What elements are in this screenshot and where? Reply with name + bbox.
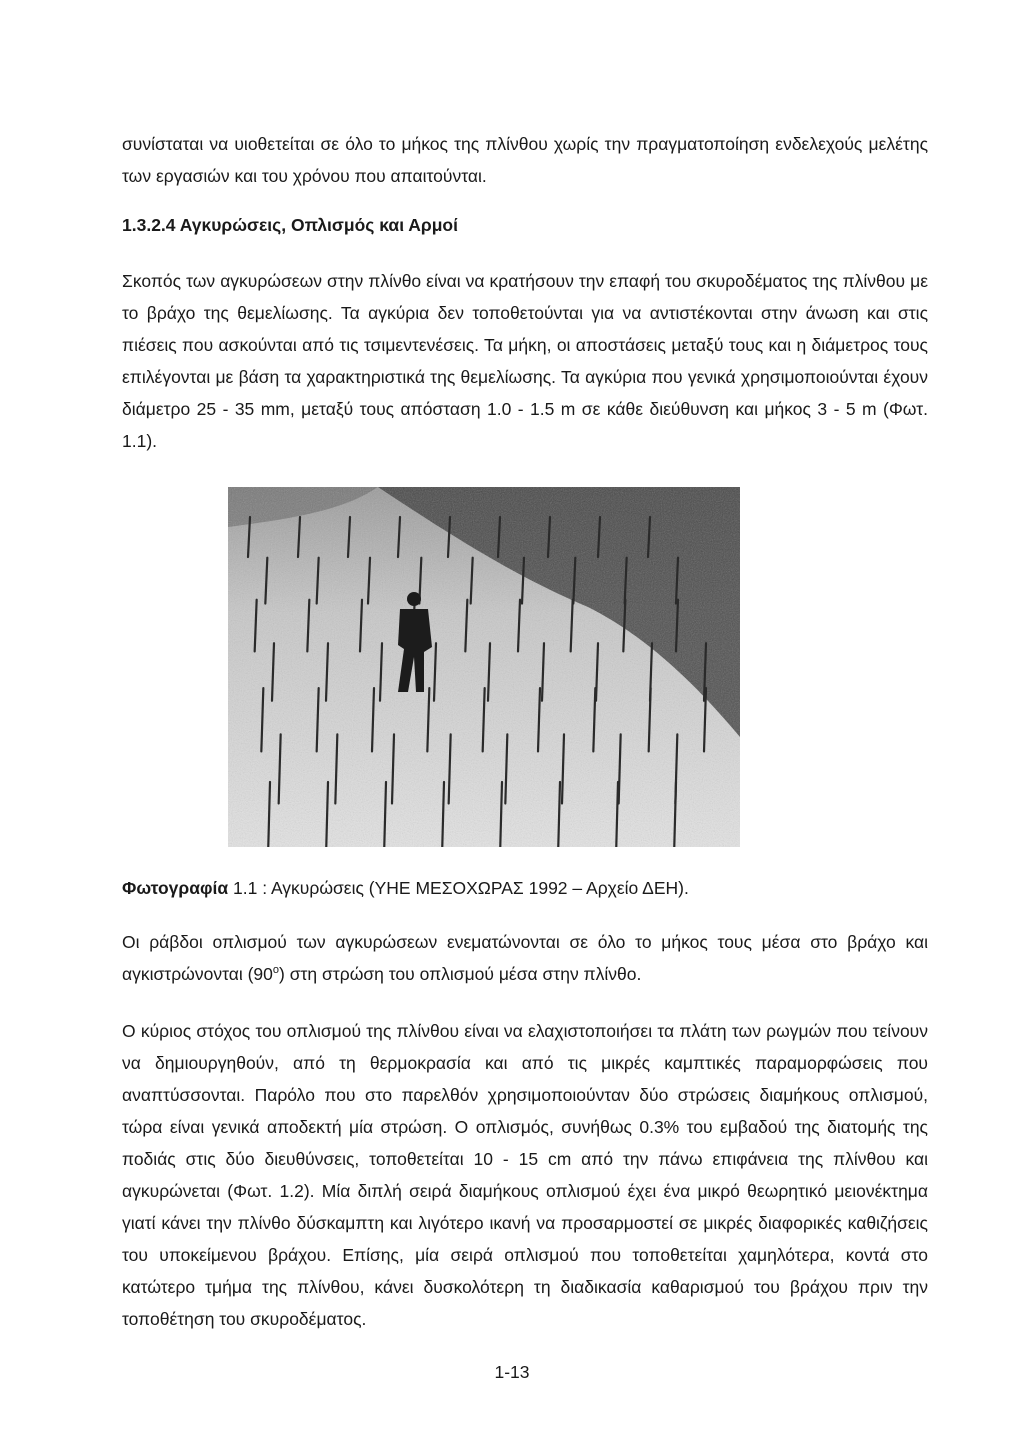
page-number: 1-13: [494, 1362, 530, 1382]
caption-label: Φωτογραφία: [122, 878, 229, 898]
reinforcement-goal-paragraph: Ο κύριος στόχος του οπλισμού της πλίνθου είναι να ελαχιστοποιήσει τα πλάτη των ρωγμών που τείνουν να δημιουργηθούν, από τη θερμοκρασία και από τις μικρές καμπτικές παραμορφώσεις που αναπτύσσονται. Παρόλο που στο παρελθόν χρησιμοποιούνταν δύο στρώσεις διαμήκους οπλισμού, τώρα είναι γενικά αποδεκτή μία στρώση. Ο οπλισμός, συνήθως 0.3% του εμβαδού της διατομής της ποδιάς στις δύο διευθύνσεις, τοποθετείται 10 - 15 cm από την πάνω επιφάνεια της πλίνθου και αγκυρώνεται (Φωτ. 1.2). Μία διπλή σειρά διαμήκους οπλισμού έχει ένα μικρό θεωρητικό μειονέκτημα γιατί κάνει την πλίνθο δύσκαμπτη και λιγότερο ικανή να προσαρμοστεί σε μικρές διαφορικές καθιζήσεις του υποκείμενου βράχου. Επίσης, μία σειρά οπλισμού που τοποθετείται χαμηλότερα, κοντά στο κατώτερο τμήμα της πλίνθου, κάνει δυσκολότερη τη διαδικασία καθαρισμού του βράχου πριν την τοποθέτηση του σκυροδέματος.: [122, 1021, 928, 1329]
caption-text: 1.1 : Αγκυρώσεις (ΥΗΕ ΜΕΣΟΧΩΡΑΣ 1992 – Αρχείο ΔΕΗ).: [228, 878, 689, 898]
rebar-text-end: ) στη στρώση του οπλισμού μέσα στην πλίνθο.: [279, 964, 642, 984]
anchors-photo: [228, 487, 740, 847]
photo-caption: [122, 872, 689, 904]
anchors-photo-graphic: [228, 487, 740, 847]
rebar-paragraph: [122, 926, 928, 990]
rebar-text-start: Οι ράβδοι οπλισμού των αγκυρώσεων ενεματώνονται σε όλο το μήκος τους μέσα στο βράχο και αγκιστρώνονται (90: [122, 932, 928, 984]
section-heading: 1.3.2.4 Αγκυρώσεις, Οπλισμός και Αρμοί: [122, 215, 458, 235]
intro-paragraph: συνίσταται να υιοθετείται σε όλο το μήκος της πλίνθου χωρίς την πραγματοποίηση ενδελεχούς μελέτης των εργασιών και του χρόνου που απαιτούνται.: [122, 134, 928, 186]
anchors-paragraph: Σκοπός των αγκυρώσεων στην πλίνθο είναι να κρατήσουν την επαφή του σκυροδέματος της πλίνθου με το βράχο της θεμελίωσης. Τα αγκύρια δεν τοποθετούνται για να αντιστέκονται στην άνωση και στις πιέσεις που ασκούνται από τις τσιμεντενέσεις. Τα μήκη, οι αποστάσεις μεταξύ τους και η διάμετρος τους επιλέγονται με βάση τα χαρακτηριστικά της θεμελίωσης. Τα αγκύρια που γενικά χρησιμοποιούνται έχουν διάμετρο 25 - 35 mm, μεταξύ τους απόσταση 1.0 - 1.5 m σε κάθε διεύθυνση και μήκος 3 - 5 m (Φωτ. 1.1).: [122, 271, 928, 451]
degree-superscript: o: [272, 964, 280, 977]
